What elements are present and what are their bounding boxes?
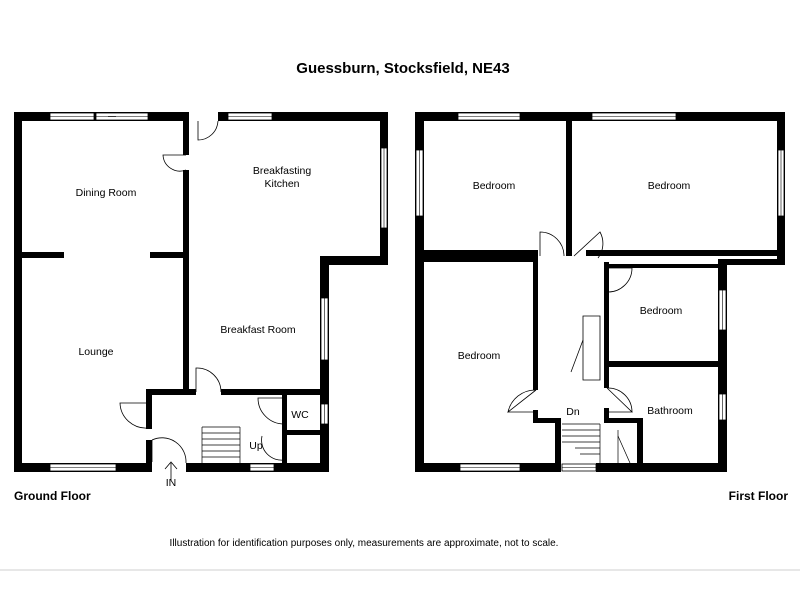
- stairs-label-up: Up: [249, 440, 263, 452]
- entrance-label: IN: [165, 477, 177, 489]
- cupboard-door: [583, 316, 600, 380]
- bedroom-1-door: [540, 232, 564, 256]
- first-floor-label: First Floor: [728, 489, 788, 503]
- ground-floor-label: Ground Floor: [14, 489, 91, 503]
- first-floor-plan: [415, 112, 785, 472]
- ground-floor-plan: [14, 112, 388, 489]
- room-label-bedroom-1: Bedroom: [472, 180, 516, 192]
- room-label-breakfasting-kitchen-line2: Kitchen: [264, 178, 300, 190]
- bathroom-door: [607, 388, 632, 412]
- bedroom-4-door: [508, 390, 536, 412]
- first-floor-stairs: [562, 424, 630, 463]
- room-label-bathroom: Bathroom: [647, 405, 693, 417]
- cupboard-door: [262, 436, 284, 460]
- room-label-bedroom-4: Bedroom: [457, 350, 501, 362]
- first-floor-windows: [416, 113, 784, 471]
- disclaimer-note: Illustration for identification purposes only, measurements are approximate, not to scale.: [169, 538, 559, 549]
- room-label-bedroom-3: Bedroom: [639, 305, 683, 317]
- dining-kitchen-door: [163, 155, 186, 171]
- ground-floor-walls: [14, 112, 388, 472]
- plan-title: Guessburn, Stocksfield, NE43: [296, 60, 510, 77]
- room-label-bedroom-2: Bedroom: [647, 180, 691, 192]
- bedroom-3-door: [607, 268, 632, 292]
- room-label-wc: WC: [291, 409, 309, 421]
- room-label-breakfast-room: Breakfast Room: [220, 324, 296, 336]
- room-label-breakfasting-kitchen: Breakfasting: [252, 165, 312, 177]
- kitchen-door: [198, 121, 218, 140]
- first-floor-walls: [415, 112, 785, 472]
- stairs-label-down: Dn: [566, 406, 580, 418]
- ground-floor-windows: [50, 113, 387, 471]
- room-label-lounge: Lounge: [78, 346, 114, 358]
- room-label-dining-room: Dining Room: [75, 187, 137, 199]
- hall-door: [196, 368, 221, 392]
- wc-door: [258, 398, 284, 424]
- lounge-hall-door: [120, 403, 148, 428]
- ground-floor-stairs: [202, 427, 240, 463]
